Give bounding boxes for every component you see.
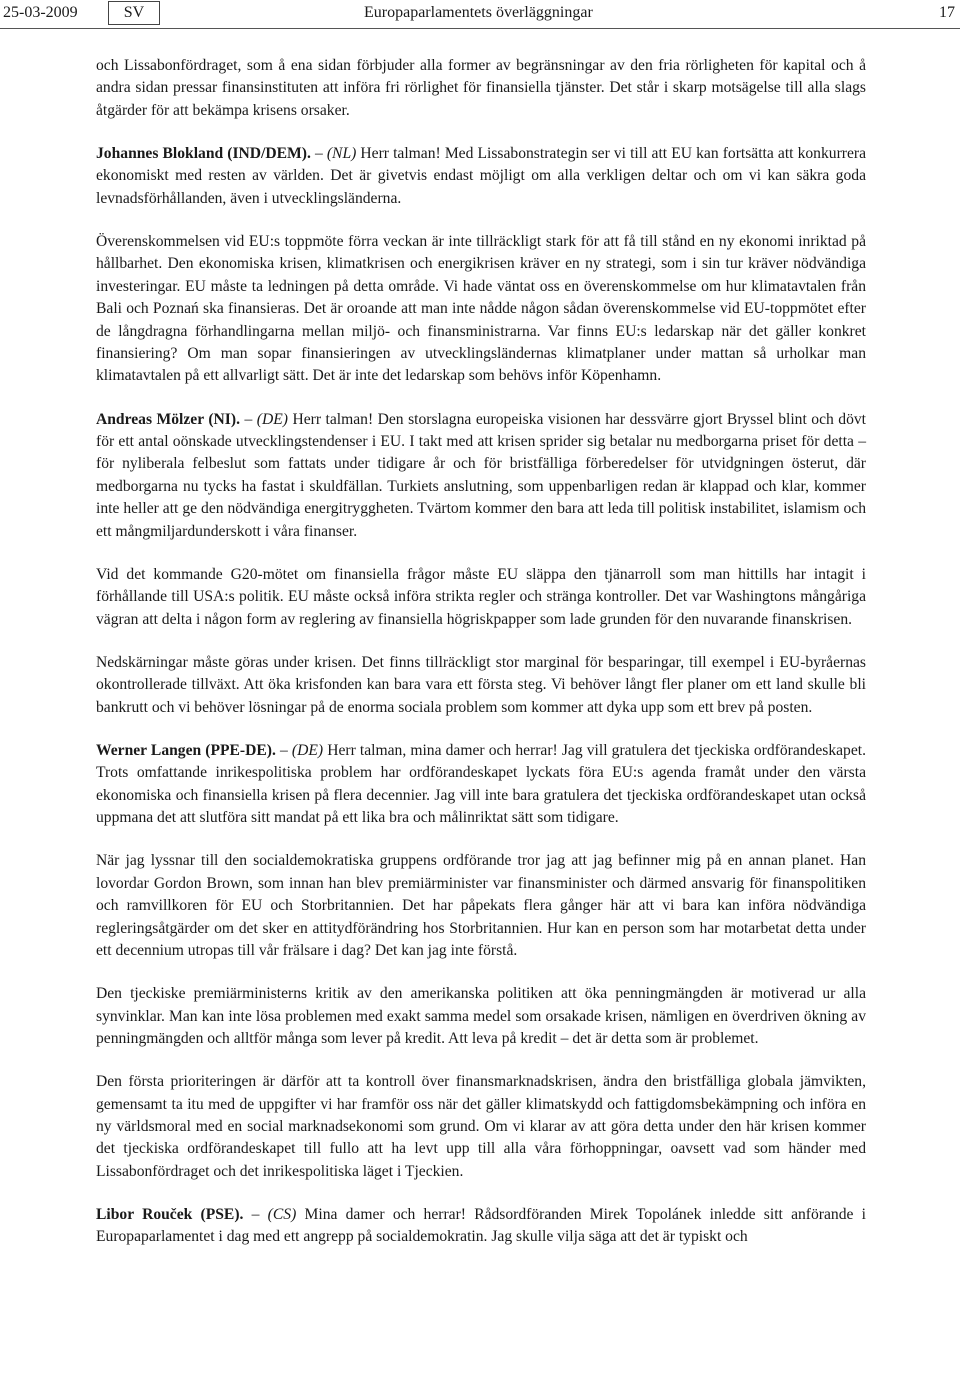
language-origin: (DE) bbox=[291, 741, 324, 759]
language-code-box: SV bbox=[108, 1, 160, 25]
paragraph-text: Den första prioriteringen är därför att ta kontroll över finansmarknadskrisen, ändra den bristfälliga globala jämvikten, gemensamt ta itu med de uppgifter vi har framför oss när det gäller klimatskydd och fattigdomsbekämpning och införa en ny världsmoral med en social marknadsekonomi som grund. Om vi klarar av att göra detta under den här krisen kommer det tjeckiska ordförandeskapet till fullo att ha levt upp till alla våra förhoppningar, oavsett vad som händer med Lissabonfördraget och det inrikespolitiska läget i Tjeckien. bbox=[96, 1073, 866, 1180]
paragraph bbox=[96, 1071, 866, 1183]
paragraph-text: och Lissabonfördraget, som å ena sidan förbjuder alla former av begränsningar av den fria rörligheten för kapital och å andra sidan pressar finansinstituten att införa fri rörlighet för finansiella tjänster. Det står i skarp motsägelse till alla slags åtgärder för att bekämpa krisens orsaker. bbox=[96, 57, 866, 119]
paragraph-text: När jag lyssnar till den socialdemokratiska gruppens ordförande tror jag att jag befinner mig på en annan planet. Han lovordar Gordon Brown, som innan han blev premiärminister var finansminister och därmed ansvarig för finanspolitiken och ramvillkoren för EU och Storbritannien. Det har påpekats flera gånger här att vi bara kan införa nödvändiga regleringsåtgärder om det sker en attitydförändring hos Storbritannien. Hur kan en person som har motarbetat detta under ett decennium utropas till vår frälsare i dag? Det kan jag inte förstå. bbox=[96, 852, 866, 959]
paragraph-text: Nedskärningar måste göras under krisen. Det finns tillräckligt stor marginal för besparingar, till exempel i EU-byråernas okontrollerade tillväxt. Att öka krisfonden kan bara vara ett första steg. Vi behöver långt fler planer om ett land skulle bli bankrutt och vi behöver lösningar på de enorma sociala problem som kommer att dyka upp som ett brev på posten. bbox=[96, 653, 866, 716]
speaker-name: Libor Rouček (PSE). bbox=[96, 1206, 244, 1224]
paragraph-text: Herr talman! Den storslagna europeiska visionen har dessvärre gjort Bryssel blint och dövt för ett antal oönskade utvecklingstendenser i EU. I takt med att krisen sprider sig betalar nu medborgarna priset för detta – för nyliberala felbeslut som fattats under tidigare år och för bristfälliga förberedelser för utvidgningen österut, där medborgarna nu tycks ha fastat i skuldfällan. Turkiets anslutning, som uppenbarligen redan är klappad och klar, kommer inte heller att ge den nödvändiga energitryggheten. Tvärtom kommer den bara att leda till politisk instabilitet, islamism och ett mångmiljardunderskott i våra finanser. bbox=[96, 410, 867, 540]
dash: – bbox=[239, 410, 257, 428]
speaker-name: Werner Langen (PPE-DE). bbox=[96, 741, 276, 759]
paragraph-text: Den tjeckiske premiärministerns kritik av den amerikanska politiken att öka penningmängden är motiverad ur alla synvinklar. Man kan inte lösa problemen med exakt samma medel som orsakade krisen, nämligen en överdriven ökning av penningmängden och alltför många som lever på kredit. Att leva på kredit – det är detta som är problemet. bbox=[96, 985, 866, 1047]
speech-paragraph bbox=[96, 143, 866, 210]
paragraph bbox=[96, 652, 866, 719]
document-body bbox=[96, 55, 866, 1270]
page-header bbox=[0, 0, 960, 29]
language-origin: (CS) bbox=[267, 1206, 297, 1224]
paragraph-text: Herr talman! Med Lissabonstrategin ser vi till att EU kan fortsätta att konkurrera ekonomiskt med resten av världen. Det är givetvis endast möjligt om alla verkligen deltar och om vi kan säkra goda levnadsförhållanden, även i utvecklingsländerna. bbox=[96, 145, 866, 207]
paragraph bbox=[96, 55, 866, 122]
paragraph bbox=[96, 564, 866, 631]
paragraph-text: Herr talman, mina damer och herrar! Jag vill gratulera det tjeckiska ordförandeskapet. Trots omfattande inrikespolitiska problem har ordförandeskapet lyckats föra EU:s agenda framåt under den värsta ekonomiska och finansiella krisen på flera decennier. Jag vill inte bara gratulera det tjeckiska ordförandeskapet utan också uppmana det att slutföra sitt mandat på ett lika bra och målinriktat sätt som tidigare. bbox=[96, 741, 867, 827]
page-number: 17 bbox=[939, 4, 955, 21]
paragraph-text: Vid det kommande G20-mötet om finansiella frågor måste EU släppa den tjänarroll som man hittills har intagit i förhållande till USA:s politik. EU måste också införa strikta regler och stränga kontroller. Det var Washingtons mångåriga vägran att delta i någon form av reglering av finansiella högriskpapper som lade grunden för den nuvarande finanskrisen. bbox=[96, 565, 866, 628]
header-date: 25-03-2009 bbox=[3, 4, 78, 21]
language-origin: (NL) bbox=[326, 145, 357, 163]
dash: – bbox=[310, 145, 327, 163]
language-origin: (DE) bbox=[256, 410, 288, 428]
dash: – bbox=[243, 1206, 268, 1224]
speech-paragraph bbox=[96, 740, 866, 830]
paragraph bbox=[96, 231, 866, 388]
speech-paragraph bbox=[96, 1204, 866, 1249]
speaker-name: Andreas Mölzer (NI). bbox=[96, 410, 240, 428]
paragraph bbox=[96, 983, 866, 1050]
paragraph-text: Mina damer och herrar! Rådsordföranden Mirek Topolánek inledde sitt anförande i Europaparlamentet i dag med ett angrepp på socialdemokratin. Jag skulle vilja säga att det är typiskt och bbox=[96, 1206, 866, 1246]
speech-paragraph bbox=[96, 409, 866, 543]
dash: – bbox=[275, 741, 292, 759]
paragraph bbox=[96, 850, 866, 962]
speaker-name: Johannes Blokland (IND/DEM). bbox=[96, 145, 311, 163]
paragraph-text: Överenskommelsen vid EU:s toppmöte förra veckan är inte tillräckligt stark för att få till stånd en ny ekonomi inriktad på hållbarhet. Den ekonomiska krisen, klimatkrisen och energikrisen kräver en ny strategi, som i sin tur kräver nödvändiga investeringar. EU måste ta ledningen på detta område. Vi hade väntat oss en överenskommelse om hur klimatavtalen från Bali och Poznań ska finansieras. Det är oroande att man inte nådde någon sådan överenskommelse vid EU-toppmötet efter de långdragna förhandlingarna mellan miljö- och finansministrarna. Var finns EU:s ledarskap när det gäller konkret finansiering? Om man sopar finansieringen av utvecklingsländernas klimatplaner under mattan så urholkar man klimatavtalen på ett allvarligt sätt. Det är inte det ledarskap som behövs inför Köpenhamn. bbox=[96, 233, 866, 385]
header-title: Europaparlamentets överläggningar bbox=[364, 4, 593, 21]
